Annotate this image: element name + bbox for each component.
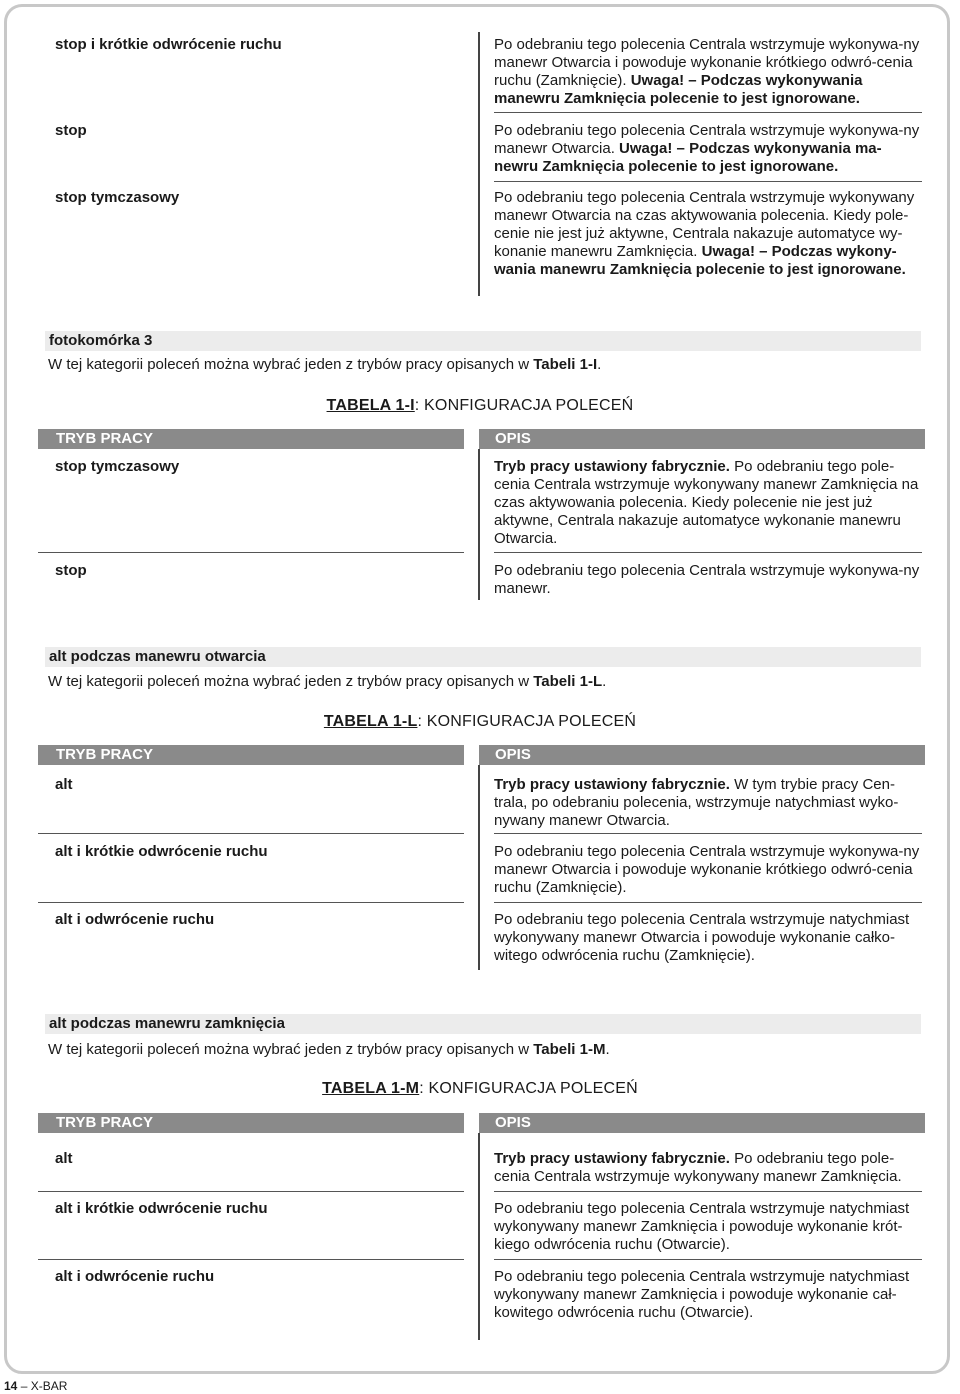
top-table-divider: [478, 32, 480, 296]
top-row-2-warning: Uwaga! – Podczas wykonywania ma-newru Zamknięcia polecenie to jest ignorowane.: [494, 140, 882, 175]
factory-default-note: Tryb pracy ustawiony fabrycznie.: [494, 1150, 730, 1167]
table-1m-row-2-desc: Po odebraniu tego polecenia Centrala wstrzymuje natychmiast wykonywany manewr Zamknięcia i powoduje wykonanie krót-kiego odwrócenia ruchu (Otwarcie).: [494, 1200, 910, 1253]
intro-table-ref[interactable]: Tabeli 1-M: [533, 1041, 606, 1058]
table-title: : KONFIGURACJA POLECEŃ: [419, 1080, 638, 1097]
table-1l-row-1-label: alt: [55, 776, 73, 793]
table-1l-divider: [478, 765, 480, 970]
intro-table-ref[interactable]: Tabeli 1-L: [533, 673, 603, 690]
top-row-3-desc: [494, 189, 924, 279]
table-1m-rule-2-right: [494, 1259, 922, 1260]
top-row-2-desc: [494, 122, 924, 176]
table-id: TABELA 1-M: [322, 1080, 420, 1097]
factory-default-note: Tryb pracy ustawiony fabrycznie.: [494, 776, 730, 793]
top-row-1-warning: Uwaga! – Podczas wykonywania manewru Zamknięcia polecenie to jest ignorowane.: [494, 72, 863, 107]
intro-text: W tej kategorii poleceń można wybrać jeden z trybów pracy opisanych w: [48, 356, 530, 373]
top-row-2: [55, 122, 465, 140]
table-1l-row-2-label: alt i krótkie odwrócenie ruchu: [55, 843, 268, 860]
section-intro-alt-opening: W tej kategorii poleceń można wybrać jeden z trybów pracy opisanych w Tabeli 1-L.: [48, 673, 607, 690]
top-row-1-rule: [494, 112, 922, 113]
table-caption-1m: [0, 1079, 960, 1099]
page-footer: 14 – X-BAR: [4, 1379, 68, 1393]
table-caption-1l: [0, 712, 960, 732]
product-name: X-BAR: [30, 1379, 68, 1393]
section-intro-photocell: W tej kategorii poleceń można wybrać jeden z trybów pracy opisanych w Tabeli 1-I.: [48, 356, 602, 373]
table-header-mode: TRYB PRACY: [38, 745, 464, 765]
table-1m-row-2-label: alt i krótkie odwrócenie ruchu: [55, 1200, 268, 1217]
table-header-desc: OPIS: [479, 745, 925, 765]
table-1m-rule-2-left: [38, 1259, 464, 1260]
table-header-mode: TRYB PRACY: [38, 1113, 464, 1133]
factory-default-note: Tryb pracy ustawiony fabrycznie.: [494, 458, 730, 475]
top-row-3-desc-text: Po odebraniu tego polecenia Centrala wstrzymuje wykonywany manewr Otwarcia na czas aktywowania polecenia. Kiedy pole-cenie nie jest już aktywne, Centrala nakazuje automatyce wy-konanie manewru Zamknięcia.: [494, 189, 915, 260]
table-1i-row-rule-left: [38, 552, 464, 553]
top-row-3-warning: Uwaga! – Podczas wykony-wania manewru Zamknięcia polecenie to jest ignorowane.: [494, 243, 906, 278]
table-1i-row-2-label: stop: [55, 562, 87, 579]
table-1m-rule-1-left: [38, 1191, 464, 1192]
table-caption-1i: [0, 396, 960, 416]
table-1i-divider: [478, 449, 480, 600]
table-1m-divider: [478, 1133, 480, 1340]
table-1m-row-3-label: alt i odwrócenie ruchu: [55, 1268, 215, 1285]
table-1m-row-1-label: alt: [55, 1150, 73, 1167]
table-header-desc: OPIS: [479, 1113, 925, 1133]
table-id: TABELA 1-I: [326, 397, 415, 414]
table-header-mode: TRYB PRACY: [38, 429, 464, 449]
table-title: : KONFIGURACJA POLECEŃ: [414, 397, 634, 414]
table-1m-row-3-desc: Po odebraniu tego polecenia Centrala wstrzymuje natychmiast wykonywany manewr Zamknięcia i powoduje wykonanie cał-kowitego odwrócenia ruchu (Otwarcie).: [494, 1268, 910, 1321]
table-1i-row-2-desc: Po odebraniu tego polecenia Centrala wstrzymuje wykonywa-ny manewr.: [494, 562, 920, 597]
top-row-1-label: stop i krótkie odwrócenie ruchu: [55, 36, 282, 53]
table-header-desc: OPIS: [479, 429, 925, 449]
top-row-1: [55, 36, 465, 54]
top-row-3-label: stop tymczasowy: [55, 189, 180, 206]
table-1m-row-1-desc: Tryb pracy ustawiony fabrycznie. Po odebraniu tego pole-cenia Centrala wstrzymuje wykonywany manewr Zamknięcia.: [494, 1150, 902, 1185]
table-1l-rule-1-right: [494, 833, 922, 834]
table-1i-row-1-label: stop tymczasowy: [55, 458, 180, 475]
table-1i-row-rule-right: [494, 552, 922, 553]
top-row-2-label: stop: [55, 122, 87, 139]
section-title-alt-closing: alt podczas manewru zamknięcia: [45, 1014, 921, 1034]
top-row-1-desc: [494, 36, 924, 108]
top-row-3: [55, 189, 465, 207]
top-row-2-desc-text: Po odebraniu tego polecenia Centrala wstrzymuje wykonywa-ny manewr Otwarcia.: [494, 122, 920, 157]
table-title: : KONFIGURACJA POLECEŃ: [417, 713, 637, 730]
top-row-2-rule: [494, 181, 922, 182]
table-1l-row-3-label: alt i odwrócenie ruchu: [55, 911, 215, 928]
table-1l-row-3-desc: Po odebraniu tego polecenia Centrala wstrzymuje natychmiast wykonywany manewr Otwarcia i powoduje wykonanie całko-witego odwrócenia ruchu (Zamknięcie).: [494, 911, 910, 964]
intro-table-ref[interactable]: Tabeli 1-I: [533, 356, 598, 373]
table-1l-row-1-desc: Tryb pracy ustawiony fabrycznie. W tym trybie pracy Cen-trala, po odebraniu polecenia, wstrzymuje natychmiast wyko-nywany manewr Otwarcia.: [494, 776, 899, 829]
section-title-photocell: fotokomórka 3: [45, 331, 921, 351]
table-1l-rule-1-left: [38, 833, 464, 834]
page-number: 14: [4, 1379, 18, 1393]
table-1l-rule-2-left: [38, 902, 464, 903]
table-1i-row-1-desc: Tryb pracy ustawiony fabrycznie. Po odebraniu tego pole-cenia Centrala wstrzymuje wykonywany manewr Zamknięcia na czas aktywowania polecenia. Kiedy polecenie nie jest już aktywne, Centrala nakazuje automatyce wykonanie manewru Otwarcia.: [494, 458, 919, 547]
table-1l-rule-2-right: [494, 902, 922, 903]
table-1m-rule-1-right: [494, 1191, 922, 1192]
table-1l-row-2-desc: Po odebraniu tego polecenia Centrala wstrzymuje wykonywa-ny manewr Otwarcia i powoduje wykonanie krótkiego odwró-cenia ruchu (Zamknięcie).: [494, 843, 920, 896]
top-row-1-desc-text: Po odebraniu tego polecenia Centrala wstrzymuje wykonywa-ny manewr Otwarcia i powoduje wykonanie krótkiego odwró-cenia ruchu (Zamknięcie).: [494, 36, 920, 89]
table-id: TABELA 1-L: [323, 713, 418, 730]
section-title-alt-opening: alt podczas manewru otwarcia: [45, 647, 921, 667]
section-intro-alt-closing: W tej kategorii poleceń można wybrać jeden z trybów pracy opisanych w Tabeli 1-M.: [48, 1041, 610, 1058]
